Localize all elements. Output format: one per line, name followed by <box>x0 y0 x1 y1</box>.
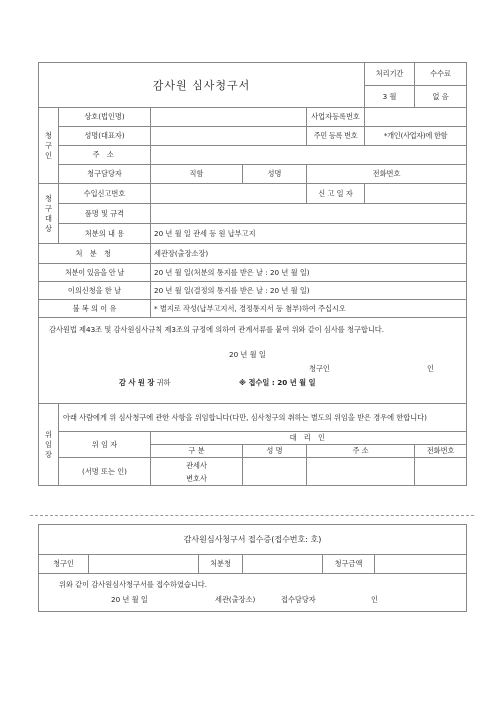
receipt-claimant-field[interactable] <box>89 555 199 574</box>
addressee-suffix: 귀하 <box>156 378 171 387</box>
receipt-officer-label: 접수담당자 <box>281 595 316 604</box>
business-reg-no-field[interactable] <box>365 108 467 127</box>
name-label: 성명 <box>243 165 307 184</box>
processing-period-label: 처리기간 <box>365 63 415 86</box>
delegator-label: 위 임 자 <box>59 432 151 458</box>
receipt-date: ※ 접수일 : 20 년 월 일 <box>239 378 316 387</box>
delegator-note[interactable]: (서명 또는 인) <box>59 458 151 486</box>
customs-broker-label: 관세사 <box>186 460 207 470</box>
address-field[interactable] <box>151 146 467 165</box>
receipt-title: 감사원심사청구서 접수증(접수번호: 호) <box>39 525 467 555</box>
processing-period-value: 3 월 <box>365 86 415 108</box>
date-line[interactable]: 20 년 월 일 <box>229 350 266 359</box>
receipt-office: 세관(출장소) <box>215 595 256 604</box>
target-section-label: 청 구 대 상 <box>39 184 59 244</box>
reason-value[interactable]: * 별지로 작성(납부고지서, 경정통지서 등 첨부)하여 주십시오 <box>151 300 467 318</box>
agent-name-label: 성 명 <box>243 445 307 458</box>
report-date-label: 신 고 일 자 <box>307 184 365 204</box>
agent-name-field[interactable] <box>243 458 307 486</box>
agent-label: 대 리 인 <box>151 432 467 445</box>
type-label: 구 분 <box>151 445 243 458</box>
addressee <box>119 378 170 388</box>
business-reg-no-label: 사업자등록번호 <box>307 108 365 127</box>
receipt-claimant-label: 청구인 <box>39 555 89 574</box>
addressee-name: 감 사 원 장 <box>119 378 155 387</box>
agent-address-field[interactable] <box>307 458 415 486</box>
agent-address-label: 주 소 <box>307 445 415 458</box>
representative-label: 성명(대표자) <box>59 127 151 146</box>
objection-date-label: 이의신청을 한 날 <box>39 282 151 300</box>
cut-line <box>30 515 474 516</box>
known-date-label: 처분이 있음을 안 날 <box>39 264 151 282</box>
receipt-statement: 위와 같이 감사원심사청구서를 접수하였습니다. <box>59 580 208 589</box>
receipt-statement-block <box>39 574 467 612</box>
receipt-amount-label: 청구금액 <box>323 555 375 574</box>
trade-name-field[interactable] <box>151 108 307 127</box>
fee-label: 수수료 <box>415 63 467 86</box>
reason-label: 불 복 의 이 유 <box>39 300 151 318</box>
receipt-amount-field[interactable] <box>375 555 467 574</box>
agent-phone-field[interactable] <box>415 458 467 486</box>
review-request-form <box>38 62 467 486</box>
position-label: 직함 <box>151 165 243 184</box>
statement-block <box>39 318 467 404</box>
receipt-slip <box>38 524 467 612</box>
contact-person-label: 청구담당자 <box>59 165 151 184</box>
item-spec-field[interactable] <box>151 204 467 224</box>
delegation-text: 아래 사람에게 위 심사청구에 관한 사항을 위임합니다(다만, 심사청구의 취하는 별도의 위임을 받은 경우에 한합니다) <box>59 404 467 432</box>
phone-label: 전화번호 <box>307 165 467 184</box>
agent-phone-label: 전화번호 <box>415 445 467 458</box>
import-report-no-field[interactable] <box>151 184 307 204</box>
resident-reg-no-label: 주민 등록 번호 <box>307 127 365 146</box>
agent-type-cell[interactable] <box>151 458 243 486</box>
claimant-section-label: 청 구 인 <box>39 108 59 184</box>
known-date-value[interactable]: 20 년 월 일(처분의 통지를 받은 날 : 20 년 월 일) <box>151 264 467 282</box>
fee-value: 없 음 <box>415 86 467 108</box>
claimant-sign-label: 청구인 <box>309 364 330 373</box>
claimant-seal: 인 <box>427 364 434 373</box>
trade-name-label: 상호(법인명) <box>59 108 151 127</box>
disposition-content-label: 처분의 내 용 <box>59 224 151 244</box>
receipt-agency-label: 처분청 <box>199 555 243 574</box>
import-report-no-label: 수입신고번호 <box>59 184 151 204</box>
report-date-field[interactable] <box>365 184 467 204</box>
agency-label: 처 분 청 <box>39 244 151 264</box>
item-spec-label: 품명 및 규격 <box>59 204 151 224</box>
attorney-label: 변호사 <box>186 473 207 483</box>
delegation-section-label: 위 임 장 <box>39 404 59 486</box>
form-title: 감사원 심사청구서 <box>39 63 365 108</box>
disposition-content-value[interactable]: 20 년 월 일 관세 등 원 납부고지 <box>151 224 467 244</box>
objection-date-value[interactable]: 20 년 월 일(결정의 통지를 받은 날 : 20 년 월 일) <box>151 282 467 300</box>
agency-value[interactable]: 세관장(출장소장) <box>151 244 467 264</box>
receipt-date-line[interactable]: 20 년 월 일 <box>111 595 148 604</box>
address-label: 주 소 <box>59 146 151 165</box>
individual-note: *개인(사업자)에 한함 <box>365 127 467 146</box>
receipt-seal: 인 <box>371 595 378 604</box>
receipt-agency-field[interactable] <box>243 555 323 574</box>
representative-field[interactable] <box>151 127 307 146</box>
statement-text: 감사원법 제43조 및 감사원심사규칙 제3조의 규정에 의하여 관계서류를 붙여 위와 같이 심사를 청구합니다. <box>49 325 385 334</box>
